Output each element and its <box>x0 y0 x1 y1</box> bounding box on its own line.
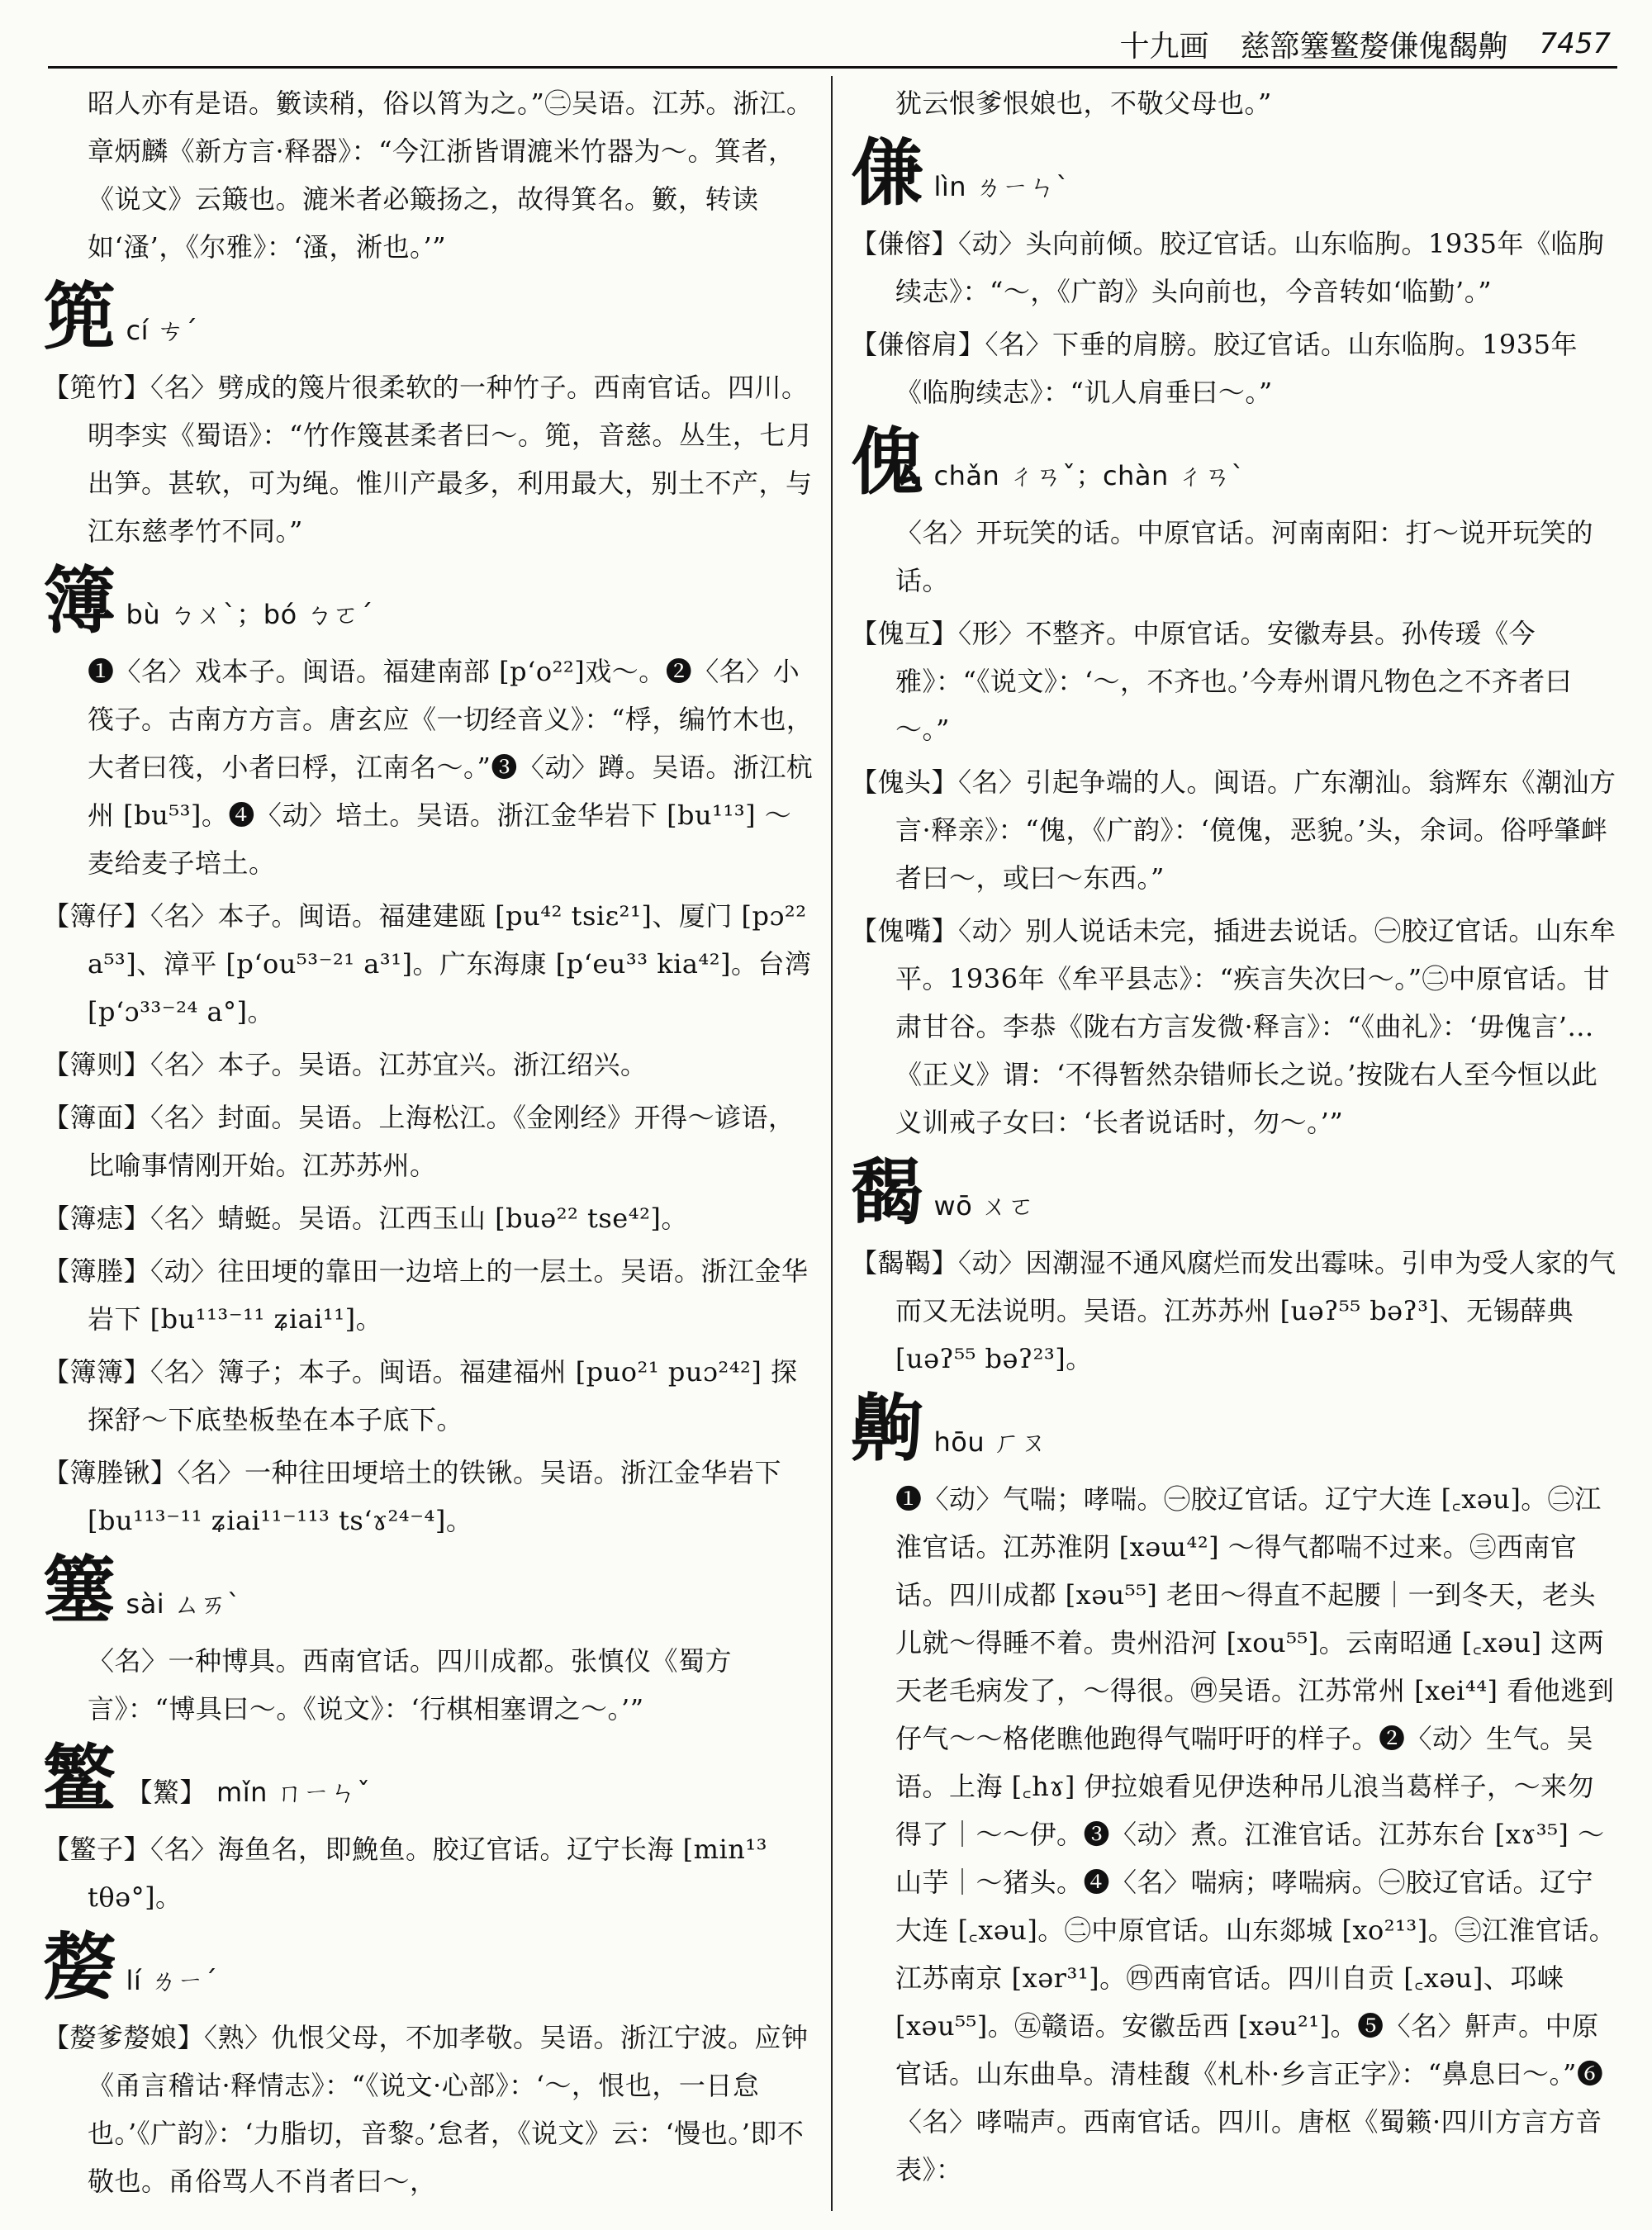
headword-sai <box>43 1547 815 1633</box>
headword-definition: ❶〈名〉戏本子。闽语。福建南部 [pʻo²²]戏～。❷〈名〉小筏子。古南方方言。唐玄应《一切经音义》：“桴，编竹木也，大者曰筏，小者曰桴，江南名～。”❸〈动〉蹲。吴语。浙江杭州 [bu⁵³]。❹〈动〉培土。吴语。浙江金华岩下 [bu¹¹³] ～麦给麦子培土。 <box>88 656 814 879</box>
headword-min <box>43 1735 815 1821</box>
header-section: 十九画 <box>1119 29 1209 64</box>
entry-minzi: 【鳘子】〈名〉海鱼名，即鮸鱼。胶辽官话。辽宁长海 [min¹³ tθə°]。 <box>43 1834 768 1913</box>
headword-chan <box>851 419 1619 505</box>
entry-bubu: 【簿簿】〈名〉簿子；本子。闽语。福建福州 [puo²¹ puɔ²⁴²] 探探舒～下底垫板垫在本子底下。 <box>43 1356 798 1435</box>
entry-linqinjian: 【傔傛肩】〈名〉下垂的肩膀。胶辽官话。山东临朐。1935年《临朐续志》：“讥人肩垂曰～。” <box>851 329 1578 408</box>
headword-char: 傔 <box>851 130 924 216</box>
continued-entry: 犹云恨爹恨娘也，不敬父母也。” <box>895 88 1272 119</box>
headword-definition: 〈名〉一种博具。西南官话。四川成都。张慎仪《蜀方言》：“博具曰～。《说文》：‘行棋相塞谓之～。’” <box>88 1645 733 1725</box>
entry-bucheng: 【簿塍】〈动〉往田埂的靠田一边培上的一层土。吴语。浙江金华岩下 [bu¹¹³⁻¹¹ ʑiai¹¹]。 <box>43 1255 809 1335</box>
entry-chanzui: 【傀嘴】〈动〉别人说话未完，插进去说话。㊀胶辽官话。山东牟平。1936年《牟平县志》：“疾言失次曰～。”㊁中原官话。甘肃甘谷。李恭《陇右方言发微·释言》：“《曲礼》：‘毋傀言’…《正义》谓：‘不得暂然杂错师长之说。’按陇右人至今恒以此义训戒子女曰：‘长者说话时，勿～。’” <box>851 915 1616 1138</box>
headword-char: 馤 <box>851 1149 924 1235</box>
entry-buzhi: 【簿痣】〈名〉蜻蜓。吴语。江西玉山 [buə²² tse⁴²]。 <box>43 1203 688 1234</box>
entry-cizhu: 【篼竹】〈名〉劈成的篾片很柔软的一种竹子。西南官话。四川。明李实《蜀语》：“竹作篾甚柔者曰～。篼，音慈。丛生，七月出笋。甚软，可为绳。惟川产最多，利用最大，别土不产，与江东慈孝竹不同。” <box>43 372 814 547</box>
headword-variant: 【鰵】 <box>126 1777 207 1808</box>
headword-reading: sài ㄙㄞˋ <box>126 1588 241 1620</box>
entry-wobo: 【馤鞨】〈动〉因潮湿不通风腐烂而发出霉味。引申为受人家的气而又无法说明。吴语。江苏苏州 [uəʔ⁵⁵ bəʔ³]、无锡薛典 [uəʔ⁵⁵ bəʔ²³]。 <box>851 1247 1616 1374</box>
headword-reading: bù ㄅㄨˋ；bó ㄅㄛˊ <box>126 599 373 630</box>
entry-buchengqiao: 【簿塍锹】〈名〉一种往田埂培土的铁锹。吴语。浙江金华岩下 [bu¹¹³⁻¹¹ ʑiai¹¹⁻¹¹³ tsʻɤ²⁴⁻⁴]。 <box>43 1457 782 1536</box>
headword-bu <box>43 560 815 641</box>
entry-linqin: 【傔傛】〈动〉头向前倾。胶辽官话。山东临朐。1935年《临朐续志》：“～，《广韵》头向前也，今音转如‘临勤’。” <box>851 228 1605 307</box>
running-header <box>1049 23 1611 64</box>
headword-char: 篼 <box>43 273 116 359</box>
entry-lidie: 【嫠爹嫠娘】〈熟〉仇恨父母，不加孝敬。吴语。浙江宁波。应钟《甬言稽诂·释情志》：“《说文·心部》：‘～，恨也，一日怠也。’《广韵》：‘力脂切，音黎。’怠者，《说文》云：‘慢也。’即不敬也。甬俗骂人不肖者曰～， <box>43 2022 809 2197</box>
headword-char: 齁 <box>851 1385 924 1471</box>
entry-chanhu: 【傀互】〈形〉不整齐。中原官话。安徽寿县。孙传瑗《今雅》：“《说文》：‘～，不齐也。’今寿州谓凡物色之不齐者曰～。” <box>851 618 1573 745</box>
right-column <box>851 79 1619 2199</box>
headword-reading: wō ㄨㄛ <box>933 1190 1035 1222</box>
header-rule <box>48 66 1617 69</box>
headword-hou <box>851 1385 1619 1471</box>
continued-entry: 昭人亦有是语。籔读稍，俗以筲为之。”㊁吴语。江苏。浙江。章炳麟《新方言·释器》：“今江浙皆谓漉米竹器为～。箕者，《说文》云簸也。漉米者必簸扬之，故得箕名。籔，转读如‘溞’，《尔雅》：‘溞，淅也。’” <box>88 88 814 263</box>
headword-char: 簿 <box>43 558 116 643</box>
headword-reading: lí ㄌㄧˊ <box>126 1965 218 1996</box>
headword-definition: ❶〈动〉气喘；哮喘。㊀胶辽官话。辽宁大连 [꜀xəu]。㊁江淮官话。江苏淮阴 [xəɯ⁴²] ～得气都喘不过来。㊂西南官话。四川成都 [xəu⁵⁵] 老田～得直不起腰｜一到冬天，老头儿就～得睡不着。贵州沿河 [xou⁵⁵]。云南昭通 [꜀xəu] 这两天老毛病发了，～得很。㊃吴语。江苏常州 [xei⁴⁴] 看他逃到仔气～～格佬瞧他跑得气喘吁吁的样子。❷〈动〉生气。吴语。上海 [꜀hɤ] 伊拉娘看见伊迭种吊儿浪当葛样子，～来勿得了｜～～伊。❸〈动〉煮。江淮官话。江苏东台 [xɤ³⁵] ～山芋｜～猪头。❹〈名〉喘病；哮喘病。㊀胶辽官话。辽宁大连 [꜀xəu]。㊁中原官话。山东郯城 [xo²¹³]。㊂江淮官话。江苏南京 [xər³¹]。㊃西南官话。四川自贡 [꜀xəu]、邛崃 [xəu⁵⁵]。㊄赣语。安徽岳西 [xəu²¹]。❺〈名〉鼾声。中原官话。山东曲阜。清桂馥《札朴·乡言正字》：“鼻息曰～。”❻〈名〉哮喘声。西南官话。四川。唐枢《蜀籁·四川方言方音表》： <box>895 1483 1616 2185</box>
entry-buze: 【簿则】〈名〉本子。吴语。江苏宜兴。浙江绍兴。 <box>43 1049 648 1080</box>
entry-chantou: 【傀头】〈名〉引起争端的人。闽语。广东潮汕。翁辉东《潮汕方言·释亲》：“傀，《广韵》：‘傹傀，恶貌。’头，余词。俗呼肇衅者曰～，或曰～东西。” <box>851 766 1616 894</box>
headword-reading: lìn ㄌㄧㄣˋ <box>933 171 1070 202</box>
headword-reading: hōu ㄏㄡ <box>933 1426 1047 1458</box>
headword-definition: 〈名〉开玩笑的话。中原官话。河南南阳：打～说开玩笑的话。 <box>895 517 1594 596</box>
headword-ci <box>43 273 815 359</box>
headword-char: 傀 <box>851 419 924 505</box>
headword-reading: cí ㄘˊ <box>126 315 198 346</box>
header-chars: 慈篰簺鳘嫠傔傀馤齁 <box>1240 29 1508 64</box>
column-divider <box>831 76 833 2211</box>
headword-wo <box>851 1149 1619 1235</box>
page-number: 7457 <box>1539 27 1611 60</box>
entry-buzai: 【簿仔】〈名〉本子。闽语。福建建瓯 [pu⁴² tsiɛ²¹]、厦门 [pɔ²² a⁵³]、漳平 [pʻou⁵³⁻²¹ a³¹]。广东海康 [pʻeu³³ kia⁴²]。台湾 [pʻɔ³³⁻²⁴ a°]。 <box>43 900 812 1027</box>
headword-char: 鳘 <box>43 1735 116 1821</box>
headword-char: 嫠 <box>43 1924 116 2009</box>
headword-char: 簺 <box>43 1547 116 1633</box>
headword-lin <box>851 130 1619 216</box>
headword-li <box>43 1926 815 2007</box>
entry-bumian: 【簿面】〈名〉封面。吴语。上海松江。《金刚经》开得～谚语，比喻事情刚开始。江苏苏州。 <box>43 1102 795 1181</box>
headword-reading: chǎn ㄔㄢˇ；chàn ㄔㄢˋ <box>933 460 1245 491</box>
headword-reading: mǐn ㄇㄧㄣˇ <box>216 1777 371 1808</box>
left-column <box>43 79 815 2210</box>
